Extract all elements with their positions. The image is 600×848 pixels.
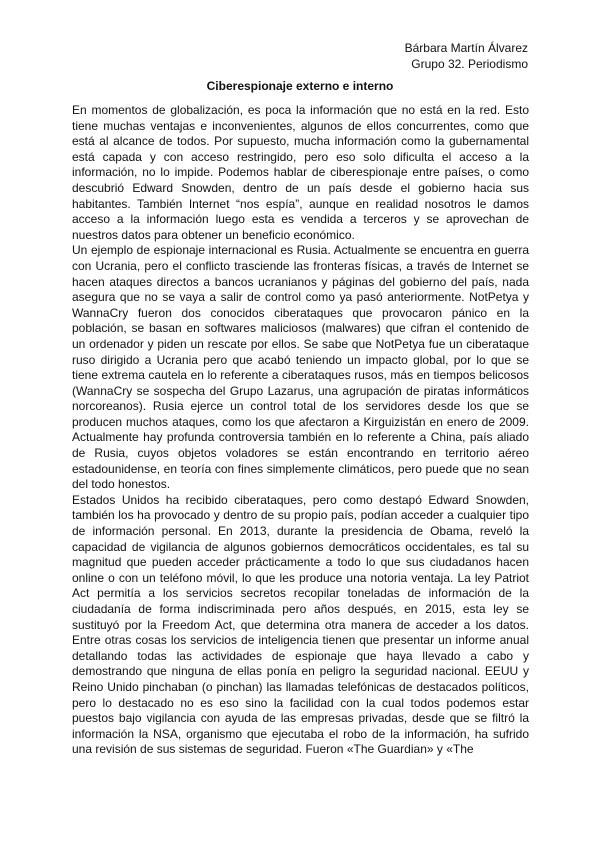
- paragraph-1: En momentos de globalización, es poca la información que no está en la red. Esto tiene muchas ventajas e inconvenientes, algunos de ellos concurrentes, como que está al alcance de todos. Por supuesto, mucha información como la gubernamental está capada y con acceso restringido, pero eso solo dificulta el acceso a la información, no lo impide. Podemos hablar de ciberespionaje entre países, o como descubrió Edward Snowden, dentro de un país desde el gobierno hacia sus habitantes. También Internet “nos espía”, aunque en realidad nosotros le damos acceso a la información luego esta es vendida a terceros y se aprovechan de nuestros datos para obtener un beneficio económico.: [72, 103, 529, 242]
- author-group: Grupo 32. Periodismo: [411, 57, 528, 71]
- document-title: Ciberespionaje externo e interno: [206, 79, 394, 93]
- author-header: [405, 40, 528, 72]
- paragraph-3: Estados Unidos ha recibido ciberataques, pero como destapó Edward Snowden, también los ha provocado y dentro de su propio país, podían acceder a cualquier tipo de información personal. En 2013, durante la presidencia de Obama, reveló la capacidad de vigilancia de algunos gobiernos democráticos occidentales, es tal su magnitud que pueden acceder prácticamente a todo lo que sus ciudadanos hacen online o con un teléfono móvil, lo que les produce una notoria ventaja. La ley Patriot Act permitía a los servicios secretos recopilar toneladas de información de la ciudadanía de forma indiscriminada pero años después, en 2015, esta ley se sustituyó por la Freedom Act, que determina otra manera de acceder a los datos. Entre otras cosas los servicios de inteligencia tienen que presentar un informe anual detallando todas las actividades de espionaje que haya llevado a cabo y demostrando que ninguna de ellas ponía en peligro la seguridad nacional. EEUU y Reino Unido pinchaban (o pinchan) las llamadas telefónicas de destacados políticos, pero lo destacado no es eso sino la facilidad con la cual todos podemos estar puestos bajo vigilancia con ayuda de las empresas privadas, desde que se filtró la información la NSA, organismo que ejecutaba el robo de la información, ha sufrido una revisión de sus sistemas de seguridad. Fueron «The Guardian» y «The: [72, 492, 529, 757]
- paragraph-2: Un ejemplo de espionaje internacional es Rusia. Actualmente se encuentra en guerra con Ucrania, pero el conflicto trasciende las fronteras físicas, a través de Internet se hacen ataques directos a bancos ucranianos y páginas del gobierno del país, nada asegura que no se vaya a salir de control como ya pasó anteriormente. NotPetya y WannaCry fueron dos conocidos ciberataques que provocaron pánico en la población, se basan en softwares maliciosos (malwares) que cifran el contenido de un ordenador y piden un rescate por ellos. Se sabe que NotPetya fue un ciberataque ruso dirigido a Ucrania pero que acabó teniendo un impacto global, por lo que se tiene extrema cautela en lo referente a ciberataques rusos, más en tiempos belicosos (WannaCry se sospecha del Grupo Lazarus, una agrupación de piratas informáticos norcoreanos). Rusia ejerce un control total de los servidores desde los que se producen muchos ataques, como los que afectaron a Kirguizistán en enero de 2009. Actualmente hay profunda controversia también en lo referente a China, país aliado de Rusia, cuyos objetos voladores se están encontrando en territorio aéreo estadounidense, en teoría con fines simplemente climáticos, pero puede que no sean del todo honestos.: [72, 243, 529, 492]
- document-body: [72, 103, 529, 758]
- author-name: Bárbara Martín Álvarez: [404, 41, 528, 55]
